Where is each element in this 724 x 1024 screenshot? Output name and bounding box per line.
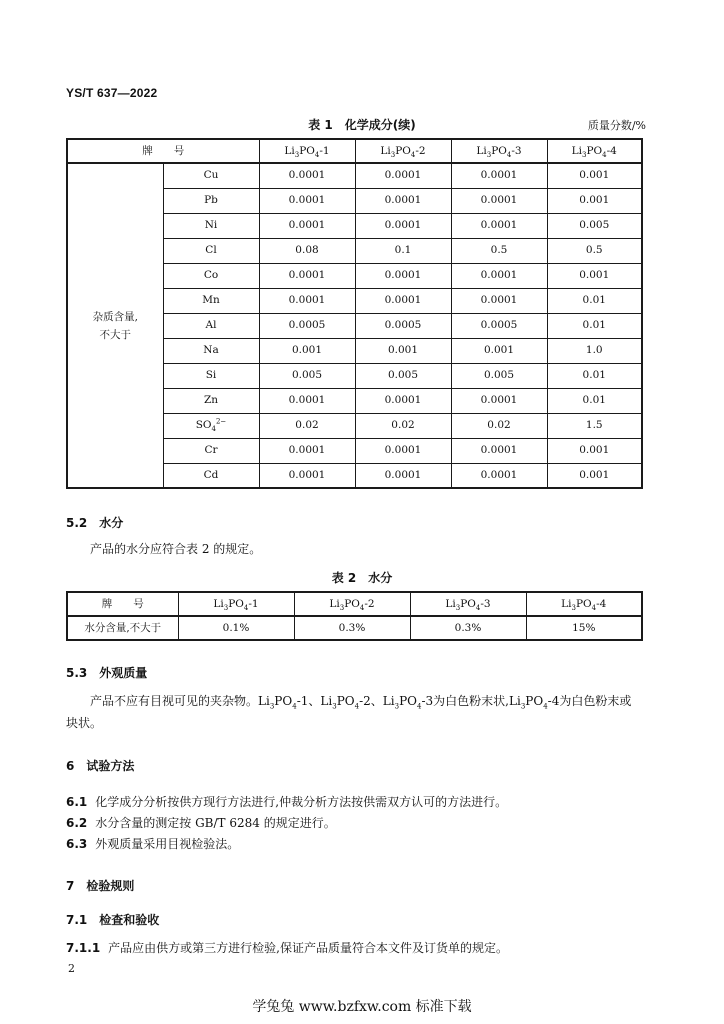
table-cell: 0.0001 (451, 388, 547, 413)
section-5-2-text: 产品的水分应符合表 2 的规定。 (90, 542, 262, 556)
standard-code: YS/T 637—2022 (66, 86, 158, 100)
table-cell: 0.0001 (451, 438, 547, 463)
element-cell: Si (163, 363, 259, 388)
table-cell: 0.0005 (355, 313, 451, 338)
table-cell: 0.0001 (355, 438, 451, 463)
formula: $Li_3PO_4-2$ (320, 694, 371, 711)
section-7-1-heading: 7.1 检查和验收 (66, 913, 160, 927)
table-cell: 0.001 (259, 338, 355, 363)
section-5-3-text: 产品不应有目视可见的夹杂物。$Li_3PO_4-1$、$Li_3PO_4-2$、$Li_3PO_4-3$为白色粉末状$,Li_3PO_4-4$为白色粉末或块状。 (66, 694, 632, 730)
table-cell: 0.02 (259, 413, 355, 438)
column-header: $Li_3PO_4-1$ (259, 139, 355, 163)
impurity-group-label: 杂质含量, 不大于 (67, 163, 163, 488)
table-cell: 0.02 (355, 413, 451, 438)
table-cell: 0.0001 (355, 288, 451, 313)
row-label: 水分含量,不大于 (67, 616, 178, 640)
formula: $Li_3PO_4-3$ (382, 694, 434, 711)
table1-chemical-composition (66, 138, 643, 489)
element-cell: Cu (163, 163, 259, 188)
page-number: 2 (68, 962, 75, 975)
table-cell: 0.3% (410, 616, 526, 640)
table-cell: 0.0001 (355, 263, 451, 288)
table-cell: 15% (526, 616, 642, 640)
table-cell: 0.0001 (451, 188, 547, 213)
table-cell: 0.1% (178, 616, 294, 640)
formula: $Li_3PO_4-1$ (258, 694, 309, 711)
element-cell: Cl (163, 238, 259, 263)
section-6-2: 6.2 水分含量的测定按 GB/T 6284 的规定进行。 (66, 816, 336, 830)
formula: $Li_3PO_4-4$ (509, 694, 560, 711)
table1-title: 表 1 化学成分(续) (308, 118, 416, 132)
table2-data-row (67, 616, 642, 640)
element-cell: Al (163, 313, 259, 338)
table1-header-row (67, 139, 642, 163)
column-header: $Li_3PO_4-2$ (355, 139, 451, 163)
table-cell: 0.0001 (451, 213, 547, 238)
element-cell: Pb (163, 188, 259, 213)
table-cell: 0.0001 (355, 163, 451, 188)
table-row (67, 163, 642, 188)
element-cell: Cd (163, 463, 259, 488)
table1-unit: 质量分数/% (587, 119, 646, 132)
table-cell: 0.0001 (451, 263, 547, 288)
table-cell: 0.001 (451, 338, 547, 363)
table-cell: 1.5 (547, 413, 642, 438)
table-cell: 0.001 (547, 438, 642, 463)
column-header: $Li_3PO_4-4$ (547, 139, 642, 163)
table-cell: 0.1 (355, 238, 451, 263)
table-cell: 0.0001 (259, 288, 355, 313)
table-cell: 0.08 (259, 238, 355, 263)
table-cell: 0.0001 (259, 263, 355, 288)
table-cell: 0.02 (451, 413, 547, 438)
section-6-heading: 6 试验方法 (66, 759, 135, 773)
table2-header-row (67, 592, 642, 616)
element-cell: Na (163, 338, 259, 363)
table-cell: 0.0001 (259, 388, 355, 413)
table2-moisture (66, 591, 643, 641)
table-cell: 0.0005 (451, 313, 547, 338)
table-cell: 0.0001 (451, 288, 547, 313)
element-cell: Cr (163, 438, 259, 463)
table-cell: 1.0 (547, 338, 642, 363)
footer-watermark: 学兔兔 www.bzfxw.com 标准下载 (252, 999, 472, 1015)
table-cell: 0.005 (547, 213, 642, 238)
column-header: $Li_3PO_4-3$ (451, 139, 547, 163)
table-cell: 0.5 (451, 238, 547, 263)
table-cell: 0.0005 (259, 313, 355, 338)
table-cell: 0.0001 (259, 188, 355, 213)
table-cell: 0.001 (547, 263, 642, 288)
table-cell: 0.5 (547, 238, 642, 263)
table-cell: 0.001 (547, 163, 642, 188)
table-cell: 0.0001 (259, 463, 355, 488)
brand-label: 牌 号 (67, 592, 178, 616)
section-7-1-1: 7.1.1 产品应由供方或第三方进行检验,保证产品质量符合本文件及订货单的规定。 (66, 941, 508, 955)
section-7-heading: 7 检验规则 (66, 879, 135, 893)
column-header: $Li_3PO_4-1$ (178, 592, 294, 616)
table-cell: 0.0001 (451, 463, 547, 488)
element-cell: $SO_4^{2-}$ (163, 413, 259, 438)
section-5-3-heading: 5.3 外观质量 (66, 666, 148, 680)
table-cell: 0.005 (355, 363, 451, 388)
brand-label: 牌 号 (67, 139, 259, 163)
section-5-2-heading: 5.2 水分 (66, 516, 124, 530)
table-cell: 0.0001 (259, 163, 355, 188)
table-cell: 0.005 (259, 363, 355, 388)
table-cell: 0.001 (547, 188, 642, 213)
column-header: $Li_3PO_4-2$ (294, 592, 410, 616)
column-header: $Li_3PO_4-4$ (526, 592, 642, 616)
table-cell: 0.0001 (355, 213, 451, 238)
table-cell: 0.0001 (259, 213, 355, 238)
table-cell: 0.01 (547, 313, 642, 338)
table-cell: 0.0001 (355, 388, 451, 413)
table2-title: 表 2 水分 (331, 571, 393, 585)
table-cell: 0.005 (451, 363, 547, 388)
table-cell: 0.01 (547, 388, 642, 413)
section-6-3: 6.3 外观质量采用目视检验法。 (66, 837, 240, 851)
column-header: $Li_3PO_4-3$ (410, 592, 526, 616)
table-cell: 0.001 (355, 338, 451, 363)
table-cell: 0.01 (547, 288, 642, 313)
section-6-1: 6.1 化学成分分析按供方现行方法进行,仲裁分析方法按供需双方认可的方法进行。 (66, 795, 508, 809)
table-cell: 0.0001 (355, 188, 451, 213)
table-cell: 0.0001 (451, 163, 547, 188)
table-cell: 0.0001 (355, 463, 451, 488)
table-cell: 0.0001 (259, 438, 355, 463)
element-cell: Co (163, 263, 259, 288)
element-cell: Ni (163, 213, 259, 238)
table-cell: 0.3% (294, 616, 410, 640)
table-cell: 0.001 (547, 463, 642, 488)
element-cell: Zn (163, 388, 259, 413)
table-cell: 0.01 (547, 363, 642, 388)
element-cell: Mn (163, 288, 259, 313)
